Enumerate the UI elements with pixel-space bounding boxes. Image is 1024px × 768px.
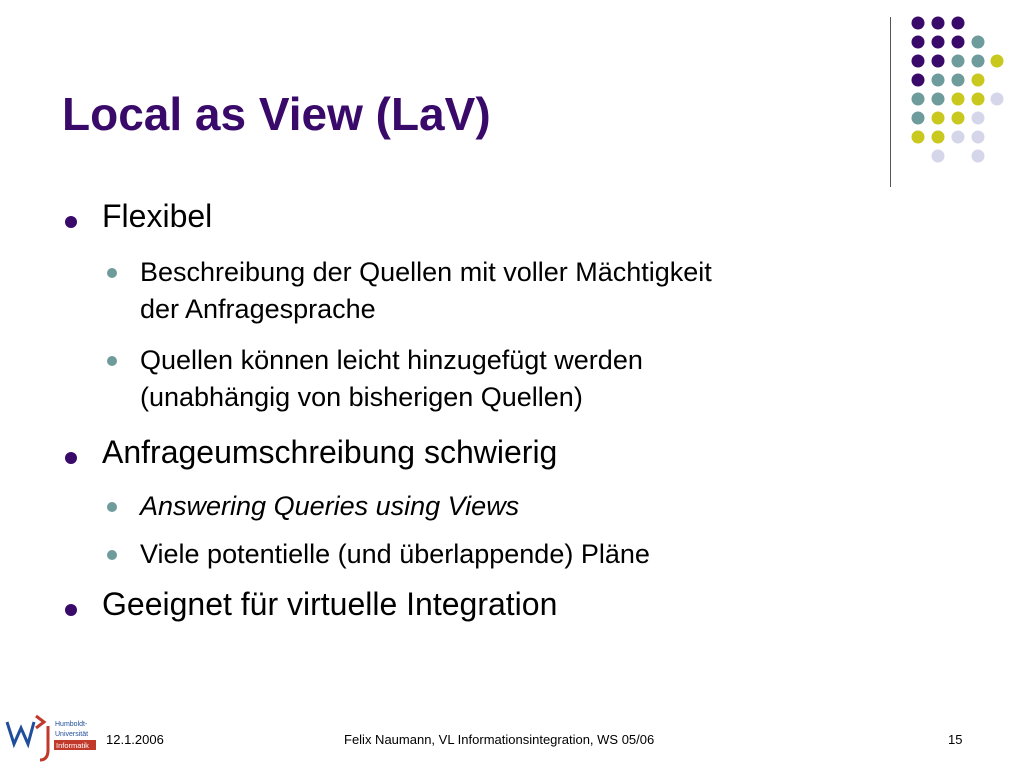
- bullet-geeignet: Geeignet für virtuelle Integration: [102, 586, 558, 622]
- decorative-dot: [932, 36, 945, 49]
- footer-page-number: 15: [948, 732, 963, 747]
- decorative-dot: [972, 131, 985, 144]
- bullet-anfrageumschreibung: Anfrageumschreibung schwierig: [102, 434, 558, 470]
- decorative-dot: [952, 55, 965, 68]
- decorative-dot: [912, 131, 925, 144]
- title-divider-line: [890, 17, 891, 187]
- decorative-dot: [932, 74, 945, 87]
- decorative-dot: [932, 17, 945, 30]
- sub-bullet-beschreibung: [140, 254, 940, 328]
- sub-bullet-quellen: [140, 342, 940, 416]
- logo-text-humboldt: Humboldt-: [55, 721, 88, 728]
- decorative-dot: [991, 93, 1004, 106]
- decorative-dot: [932, 150, 945, 163]
- sub-bullet-line: Viele potentielle (und überlappende) Pläne: [140, 539, 650, 569]
- sub-bullet-line: Answering Queries using Views: [140, 491, 520, 521]
- decorative-dot: [932, 131, 945, 144]
- decorative-dot: [912, 74, 925, 87]
- decorative-dot: [952, 112, 965, 125]
- decorative-dot: [912, 93, 925, 106]
- sub-bullet-line: der Anfragesprache: [140, 294, 376, 324]
- decorative-dot: [952, 17, 965, 30]
- decorative-dot: [952, 93, 965, 106]
- decorative-dot: [932, 93, 945, 106]
- sub-bullet-line: (unabhängig von bisherigen Quellen): [140, 382, 583, 412]
- decorative-dot: [952, 74, 965, 87]
- humboldt-informatik-logo: [4, 714, 98, 764]
- logo-text-informatik: Informatik: [56, 741, 89, 750]
- footer-date: 12.1.2006: [106, 732, 164, 747]
- decorative-dot: [912, 17, 925, 30]
- sub-bullet-line: Quellen können leicht hinzugefügt werden: [140, 345, 643, 375]
- slide-title: Local as View (LaV): [62, 88, 491, 140]
- decorative-dot: [932, 112, 945, 125]
- decorative-dot: [972, 112, 985, 125]
- sub-bullet-viele-plaene: [140, 536, 940, 573]
- decorative-dot: [952, 36, 965, 49]
- decorative-dot: [972, 150, 985, 163]
- decorative-dot: [952, 131, 965, 144]
- footer-author-course: Felix Naumann, VL Informationsintegration, WS 05/06: [344, 732, 655, 747]
- decorative-dot: [972, 55, 985, 68]
- decorative-dot: [991, 55, 1004, 68]
- decorative-dot: [912, 55, 925, 68]
- sub-bullet-answering-queries: [140, 488, 940, 525]
- logo-text-universitaet: Universität: [55, 731, 89, 738]
- decorative-dot: [932, 55, 945, 68]
- bullet-flexibel: Flexibel: [102, 198, 213, 234]
- sub-bullet-line: Beschreibung der Quellen mit voller Mächtigkeit: [140, 257, 712, 287]
- decorative-dot: [972, 36, 985, 49]
- decorative-dot: [912, 36, 925, 49]
- decorative-dot: [972, 93, 985, 106]
- decorative-dot: [972, 74, 985, 87]
- decorative-dot: [912, 112, 925, 125]
